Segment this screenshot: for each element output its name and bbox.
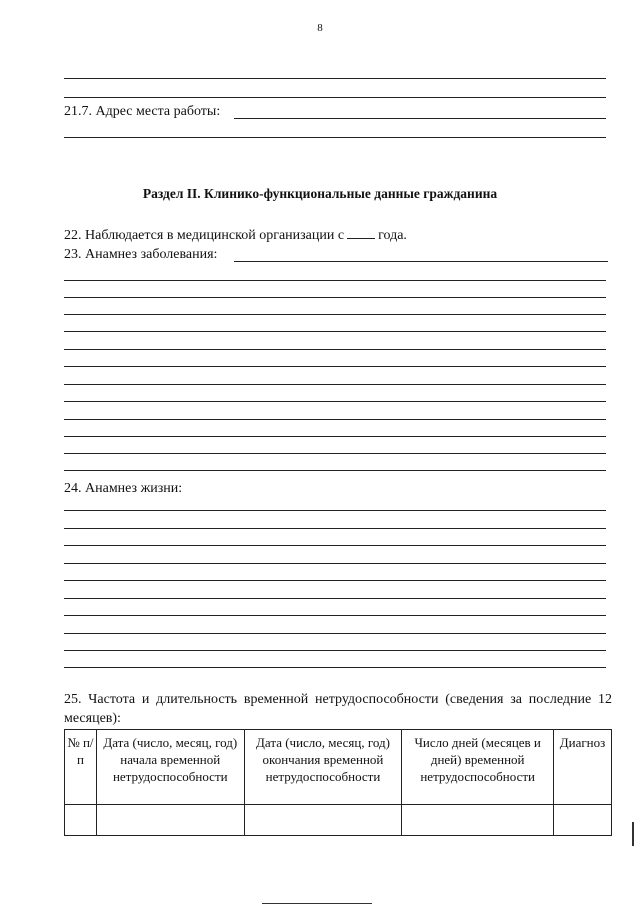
year-blank[interactable] [347, 227, 375, 239]
blank-line [64, 419, 606, 420]
item-24-label: 24. Анамнез жизни: [64, 481, 183, 496]
incapacity-table [64, 729, 612, 836]
blank-line [64, 297, 606, 298]
table-row [65, 805, 612, 836]
blank-line [64, 510, 606, 511]
blank-line [64, 401, 606, 402]
blank-line [64, 598, 606, 599]
blank-line [64, 470, 606, 471]
blank-line [64, 615, 606, 616]
blank-line [64, 314, 606, 315]
col-header-end-date: Дата (число, месяц, год) окончания временной нетрудоспособности [244, 730, 402, 805]
blank-line [64, 366, 606, 367]
item-21-7-label: 21.7. Адрес места работы: [64, 104, 221, 119]
page-number: 8 [317, 22, 323, 34]
col-header-diagnosis: Диагноз [554, 730, 612, 805]
col-header-number: № п/п [65, 730, 97, 805]
blank-line [64, 97, 606, 98]
item-25-text: 25. Частота и длительность временной нетрудоспособности (сведения за последние 12 месяцев): [64, 692, 612, 726]
blank-line [64, 563, 606, 564]
table-cell[interactable] [65, 805, 97, 836]
blank-line [64, 384, 606, 385]
blank-line [64, 650, 606, 651]
blank-line [64, 667, 606, 668]
blank-line [64, 436, 606, 437]
table-header-row [65, 730, 612, 805]
scan-edge-mark [262, 903, 372, 904]
section-title: Раздел II. Клинико-функциональные данные гражданина [142, 186, 498, 201]
table-cell[interactable] [554, 805, 612, 836]
blank-line [64, 633, 606, 634]
blank-line [64, 280, 606, 281]
col-header-start-date: Дата (число, месяц, год) начала временной нетрудоспособности [96, 730, 244, 805]
blank-line [64, 137, 606, 138]
table-cell[interactable] [244, 805, 402, 836]
anamnesis-disease-blank[interactable] [234, 261, 608, 262]
item-22-before: 22. Наблюдается в медицинской организации с [64, 228, 345, 243]
item-22-after: года. [378, 228, 407, 243]
blank-line [64, 331, 606, 332]
blank-line [64, 545, 606, 546]
table-cell[interactable] [96, 805, 244, 836]
item-23-label: 23. Анамнез заболевания: [64, 247, 218, 262]
blank-line [64, 453, 606, 454]
blank-line [64, 580, 606, 581]
scan-edge-mark [632, 822, 634, 846]
work-address-blank[interactable] [234, 118, 606, 119]
blank-line [64, 78, 606, 79]
blank-line [64, 528, 606, 529]
blank-line [64, 349, 606, 350]
col-header-days: Число дней (месяцев и дней) временной нетрудоспособности [402, 730, 554, 805]
item-22 [64, 227, 407, 244]
table-cell[interactable] [402, 805, 554, 836]
